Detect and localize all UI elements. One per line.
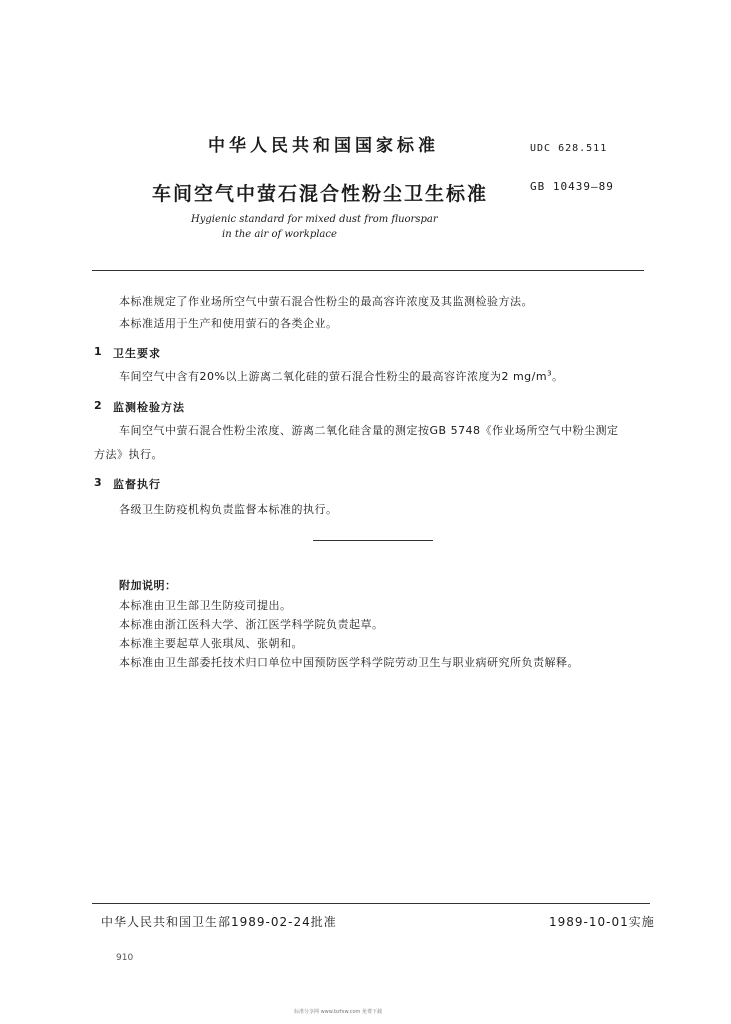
issued-statement: 中华人民共和国卫生部1989-02-24批准 [101,915,337,929]
intro-paragraph-2: 本标准适用于生产和使用萤石的各类企业。 [119,317,338,330]
section-2-text-line2: 方法》执行。 [94,448,163,461]
section-1-period: 。 [552,370,564,383]
note-4: 本标准由卫生部委托技术归口单位中国预防医学科学院劳动卫生与职业病研究所负责解释。 [119,656,579,669]
gb-number: GB 10439—89 [530,180,614,193]
footer-divider [92,903,650,904]
section-1-superscript: 3 [547,369,553,378]
section-1-text [119,368,564,384]
page-number: 910 [116,953,134,963]
notes-heading: 附加说明： [119,579,177,592]
english-title-line1: Hygienic standard for mixed dust from fluorspar [191,214,438,225]
section-2-number: 2 [94,399,103,412]
note-1: 本标准由卫生部卫生防疫司提出。 [119,599,292,612]
watermark-footer: 标准分享网 www.bzfxw.com 免费下载 [294,1009,382,1015]
note-3: 本标准主要起草人张琪凤、张朝和。 [119,637,303,650]
note-2: 本标准由浙江医科大学、浙江医学科学院负责起草。 [119,618,384,631]
udc-number: UDC 628.511 [530,143,608,154]
implementation-date: 1989-10-01实施 [549,915,655,929]
section-3-text: 各级卫生防疫机构负责监督本标准的执行。 [119,503,338,516]
body-end-divider [313,540,433,541]
section-2-title: 监测检验方法 [113,401,185,414]
national-standard-heading: 中华人民共和国国家标准 [208,136,439,156]
section-3-title: 监督执行 [113,478,161,491]
document-title: 车间空气中萤石混合性粉尘卫生标准 [152,183,489,205]
section-3-number: 3 [94,476,103,489]
english-title-line2: in the air of workplace [222,229,337,240]
intro-paragraph-1: 本标准规定了作业场所空气中萤石混合性粉尘的最高容许浓度及其监测检验方法。 [119,295,533,308]
section-2-text-line1: 车间空气中萤石混合性粉尘浓度、游离二氧化硅含量的测定按GB 5748《作业场所空气中粉尘测定 [119,424,619,437]
header-divider [92,270,644,271]
section-1-body: 车间空气中含有20%以上游离二氧化硅的萤石混合性粉尘的最高容许浓度为2 mg/m [119,370,548,383]
section-1-title: 卫生要求 [113,347,161,360]
section-1-number: 1 [94,345,103,358]
